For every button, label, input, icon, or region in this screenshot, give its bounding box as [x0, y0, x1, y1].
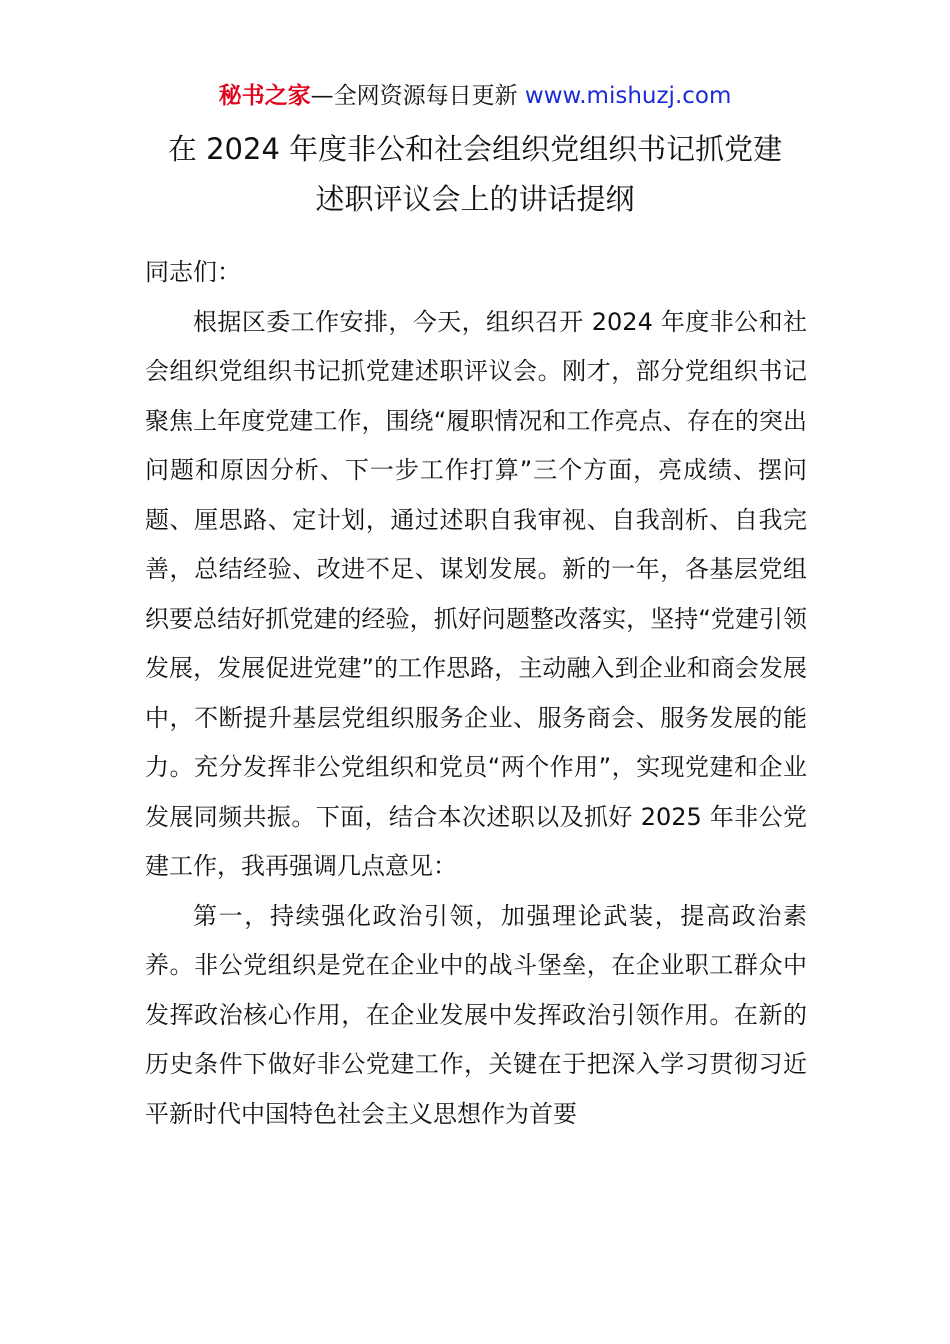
salutation: 同志们：: [145, 258, 241, 286]
document-body: [145, 248, 807, 1139]
paragraph-2: [145, 892, 807, 1140]
point-1-heading: 第一，持续强化政治引领，加强理论武装，提高政治素养。: [145, 901, 807, 979]
title-line-2: 述职评议会上的讲话提纲: [315, 182, 635, 216]
brand-name: 秘书之家: [218, 83, 311, 109]
point-1-text: 非公党组织是党在企业中的战斗堡垒，在企业职工群众中发挥政治核心作用，在企业发展中发挥政治引领作用。在新的历史条件下做好非公党建工作，关键在于把深入学习贯彻习近平新时代中国特色社会主义思想作为首要: [145, 951, 807, 1128]
header-tagline: —全网资源每日更新: [310, 83, 525, 109]
header-banner: [0, 80, 950, 112]
site-link[interactable]: www.mishuzj.com: [524, 83, 732, 109]
paragraph-1: 根据区委工作安排，今天，组织召开 2024 年度非公和社会组织党组织书记抓党建述职评议会。刚才，部分党组织书记聚焦上年度党建工作，围绕“履职情况和工作亮点、存在的突出问题和原因分析、下一步工作打算”三个方面，亮成绩、摆问题、厘思路、定计划，通过述职自我审视、自我剖析、自我完善，总结经验、改进不足、谋划发展。新的一年，各基层党组织要总结好抓党建的经验，抓好问题整改落实，坚持“党建引领发展，发展促进党建”的工作思路，主动融入到企业和商会发展中，不断提升基层党组织服务企业、服务商会、服务发展的能力。充分发挥非公党组织和党员“两个作用”，实现党建和企业发展同频共振。下面，结合本次述职以及抓好 2025 年非公党建工作，我再强调几点意见：: [145, 307, 807, 880]
title-line-1: 在 2024 年度非公和社会组织党组织书记抓党建: [167, 132, 783, 166]
document-title: [100, 124, 850, 224]
